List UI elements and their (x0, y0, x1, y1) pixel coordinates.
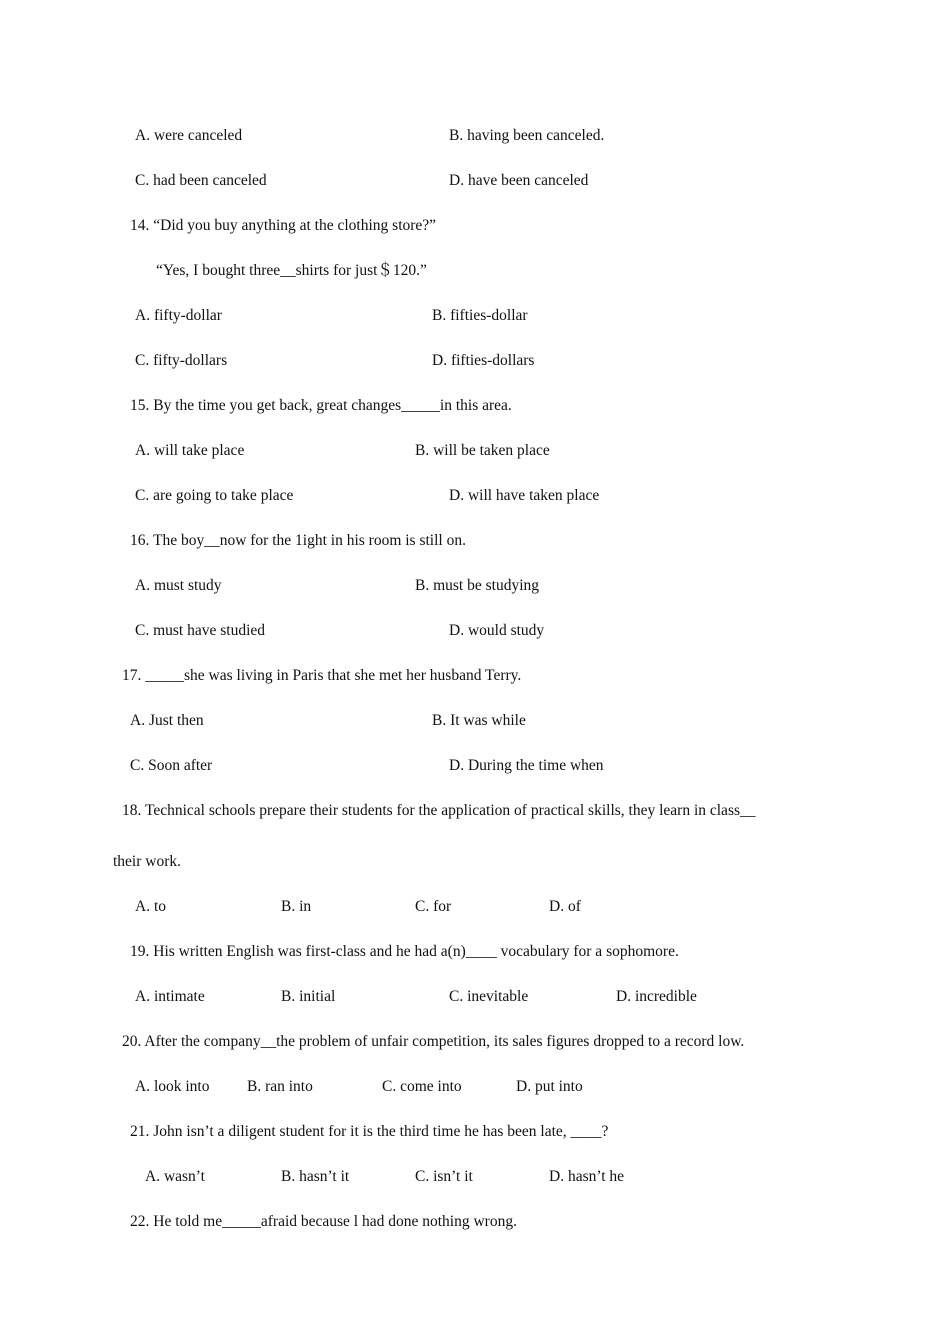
q13-option-d: D. have been canceled (449, 172, 589, 189)
q13-option-c: C. had been canceled (135, 172, 267, 189)
q21-option-d: D. hasn’t he (549, 1168, 625, 1185)
q17-option-c: C. Soon after (130, 757, 213, 774)
q20-stem: 20. After the company__the problem of unfair competition, its sales figures dropped to a record low. (122, 1033, 745, 1050)
q15-option-d: D. will have taken place (449, 487, 600, 504)
q18-stem-continued: their work. (113, 853, 182, 870)
q18-option-c: C. for (415, 898, 452, 915)
q14-stem: 14. “Did you buy anything at the clothing store?” (130, 217, 437, 234)
q20-option-c: C. come into (382, 1078, 462, 1095)
q16-option-a: A. must study (135, 577, 222, 594)
q19-stem: 19. His written English was first-class and he had a(n)____ vocabulary for a sophomore. (130, 943, 679, 960)
q14-option-b: B. fifties-dollar (432, 307, 528, 324)
q16-option-b: B. must be studying (415, 577, 540, 594)
q13-option-a: A. were canceled (135, 127, 243, 144)
q20-option-a: A. look into (135, 1078, 210, 1095)
q21-option-a: A. wasn’t (145, 1168, 205, 1185)
q15-option-b: B. will be taken place (415, 442, 550, 459)
q18-option-a: A. to (135, 898, 166, 915)
q17-option-b: B. It was while (432, 712, 526, 729)
q18-stem: 18. Technical schools prepare their students for the application of practical skills, they learn in class__ (122, 802, 756, 819)
q19-option-a: A. intimate (135, 988, 205, 1005)
q17-stem: 17. _____she was living in Paris that she met her husband Terry. (122, 667, 522, 684)
q21-stem: 21. John isn’t a diligent student for it is the third time he has been late, ____? (130, 1123, 609, 1140)
q18-option-b: B. in (281, 898, 312, 915)
q14-option-c: C. fifty-dollars (135, 352, 228, 369)
q15-option-c: C. are going to take place (135, 487, 294, 504)
q14-option-d: D. fifties-dollars (432, 352, 535, 369)
q22-stem: 22. He told me_____afraid because l had done nothing wrong. (130, 1213, 517, 1230)
q15-option-a: A. will take place (135, 442, 245, 459)
q19-option-d: D. incredible (616, 988, 697, 1005)
q20-option-d: D. put into (516, 1078, 583, 1095)
q19-option-c: C. inevitable (449, 988, 529, 1005)
q15-stem: 15. By the time you get back, great changes_____in this area. (130, 397, 512, 414)
q13-option-b: B. having been canceled. (449, 127, 605, 144)
q20-option-b: B. ran into (247, 1078, 313, 1095)
q14-option-a: A. fifty-dollar (135, 307, 222, 324)
q17-option-a: A. Just then (130, 712, 204, 729)
q18-option-d: D. of (549, 898, 581, 915)
q17-option-d: D. During the time when (449, 757, 604, 774)
q16-option-c: C. must have studied (135, 622, 266, 639)
q19-option-b: B. initial (281, 988, 336, 1005)
q16-option-d: D. would study (449, 622, 545, 639)
q21-option-b: B. hasn’t it (281, 1168, 350, 1185)
q14-stem-reply: “Yes, I bought three__shirts for just＄120.” (156, 262, 427, 279)
q21-option-c: C. isn’t it (415, 1168, 473, 1185)
q16-stem: 16. The boy__now for the 1ight in his room is still on. (130, 532, 466, 549)
